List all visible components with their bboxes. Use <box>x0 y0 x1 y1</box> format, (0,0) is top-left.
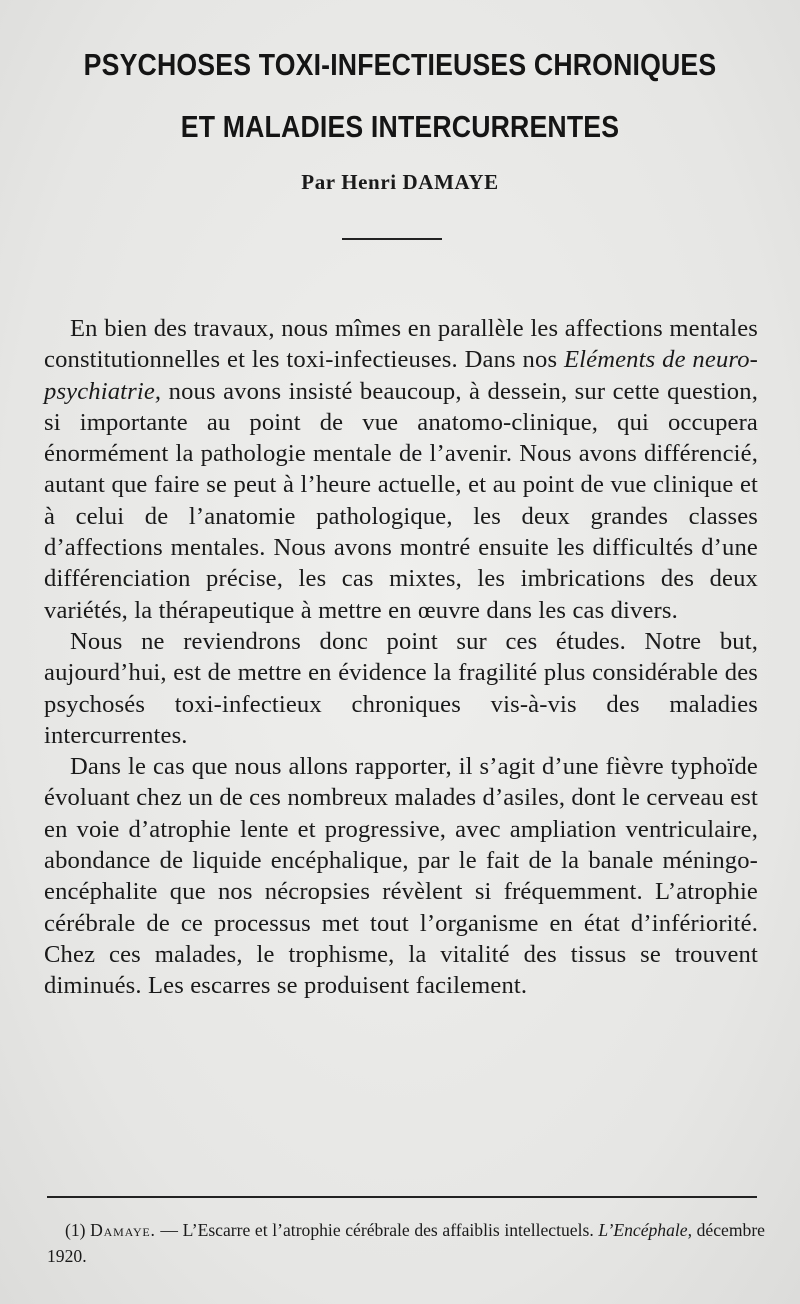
footnote-author: Damaye. <box>90 1220 156 1240</box>
paragraph-1 <box>44 313 758 626</box>
author-byline: Par Henri DAMAYE <box>301 170 499 194</box>
footnote-date: décembre 1920. <box>47 1220 765 1266</box>
footnote-separator-rule <box>47 1196 757 1198</box>
footnote <box>47 1218 765 1269</box>
footnote-text: — L’Escarre et l’atrophie cérébrale des affaiblis intellectuels. <box>155 1220 599 1240</box>
footnote-marker: (1) <box>65 1220 86 1240</box>
article-title <box>82 34 718 158</box>
title-line-1: PSYCHOSES TOXI-INFECTIEUSES CHRONIQUES <box>83 47 717 82</box>
paragraph-1-text-a: En bien des travaux, nous mîmes en parallèle les affections mentales constitutionnelles et les toxi-infectieuses. Dans nos <box>44 315 758 374</box>
paragraph-3: Dans le cas que nous allons rapporter, il s’agit d’une fièvre typhoïde évoluant chez un de ces nombreux malades d’asiles, dont le cerveau est en voie d’atrophie lente et progressive, avec ampliation ventriculaire, abondance de liquide encéphalique, par le fait de la banale méningo-encéphalite que nos nécropsies révèlent si fréquemment. L’atrophie cérébrale de ce processus met tout l’organisme en état d’infériorité. Chez ces malades, le trophisme, la vitalité des tissus se trouvent diminués. Les escarres se produisent facilement. <box>44 753 758 1000</box>
title-line-2: ET MALADIES INTERCURRENTES <box>180 109 620 144</box>
title-separator-rule <box>342 238 442 240</box>
paragraph-1-text-b: nous avons insisté beaucoup, à dessein, sur cette question, si importante au point de vue anatomo-clinique, qui occupera énormément la pathologie mentale de l’avenir. Nous avons différencié, autant que faire se peut à l’heure actuelle, et au point de vue clinique et à celui de l’anatomie pathologique, les deux grandes classes d’affections mentales. Nous avons montré ensuite les difficultés d’une différenciation précise, les cas mixtes, les imbrications des deux variétés, la thérapeutique à mettre en œuvre dans les cas divers. <box>44 377 758 624</box>
footnote-journal: L’Encéphale, <box>598 1220 692 1240</box>
article-body <box>44 313 758 1002</box>
book-title-italic: Eléments de neuro-psychiatrie, <box>44 346 758 405</box>
paragraph-2: Nous ne reviendrons donc point sur ces études. Notre but, aujourd’hui, est de mettre en évidence la fragilité plus considérable des psychosés toxi-infectieux chroniques vis-à-vis des maladies intercurrentes. <box>44 627 758 749</box>
